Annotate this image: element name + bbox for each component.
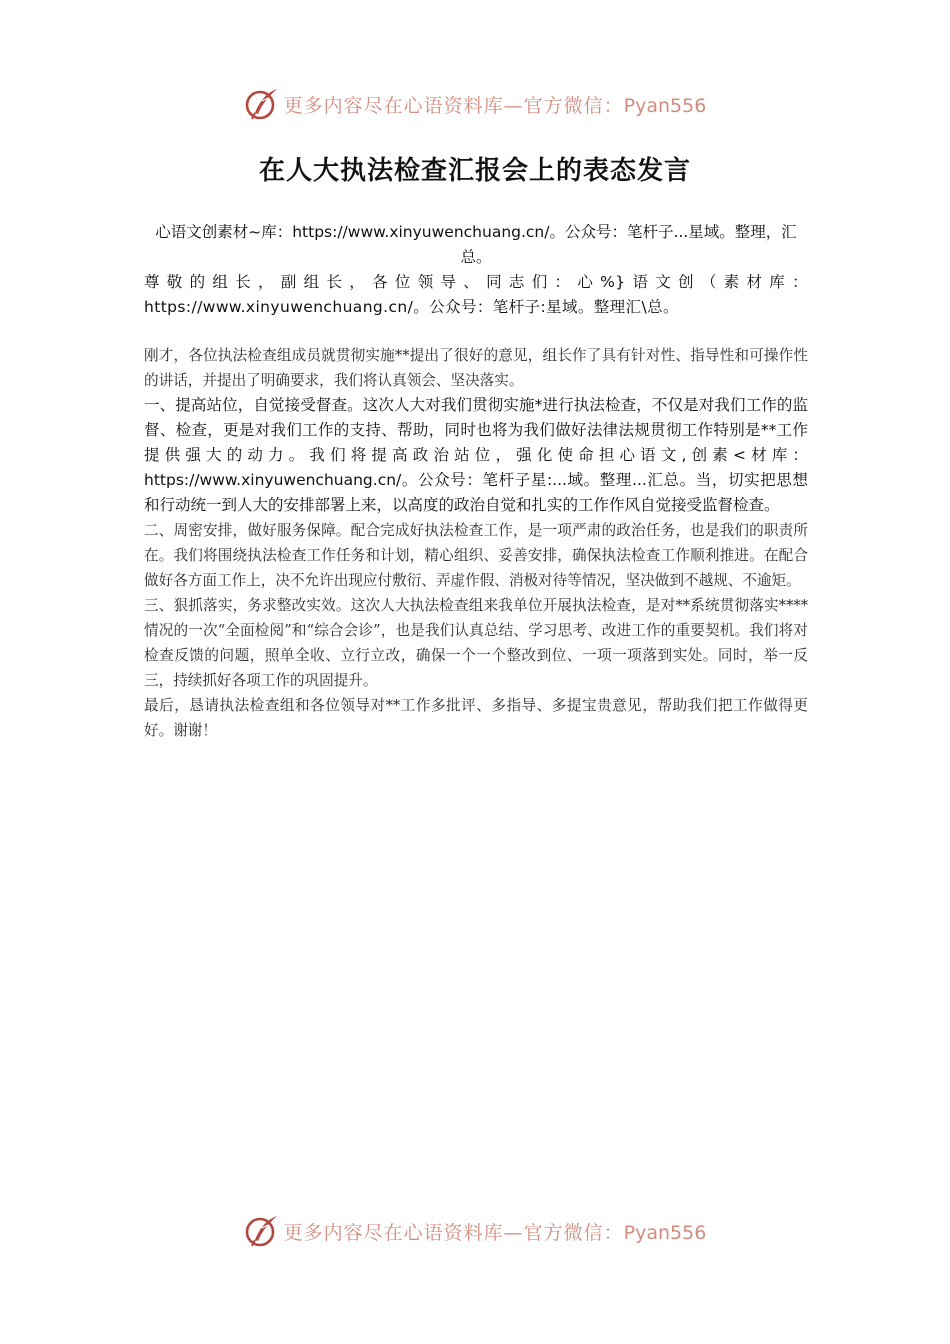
paragraph-intro: 刚才，各位执法检查组成员就贯彻实施**提出了很好的意见，组长作了具有针对性、指导性和可操作性的讲话，并提出了明确要求，我们将认真领会、坚决落实。 — [144, 347, 808, 389]
paragraph-point-2: 二、周密安排，做好服务保障。配合完成好执法检查工作，是一项严肃的政治任务，也是我们的职责所在。我们将围绕执法检查工作任务和计划，精心组织、妥善安排，确保执法检查工作顺利推进。在配合做好各方面工作上，决不允许出现应付敷衍、弄虚作假、消极对待等情况，坚决做到不越规、不逾矩。 — [144, 522, 808, 589]
header-banner — [0, 82, 950, 126]
banner-text: 更多内容尽在心语资料库—官方微信：Pyan556 — [283, 1221, 707, 1244]
quill-logo-icon — [244, 1213, 280, 1249]
paragraph-point-1: 一、提高站位，自觉接受督查。这次人大对我们贯彻实施*进行执法检查，不仅是对我们工作的监督、检查，更是对我们工作的支持、帮助，同时也将为我们做好法律法规贯彻工作特别是**工作提供强大的动力。我们将提高政治站位，强化使命担心语文,创素<材库：https://www.xinyuwenchuang.cn/。公众号：笔杆子星:...域。整理...汇总。当，切实把思想和行动统一到人大的安排部署上来，以高度的政治自觉和扎实的工作作风自觉接受监督检查。 — [144, 396, 808, 514]
footer-banner — [0, 1209, 950, 1253]
wechat-id: Pyan556 — [623, 1221, 707, 1244]
source-line-2: 尊敬的组长，副组长，各位领导、同志们：心%}语文创（素材库：https://www.xinyuwenchuang.cn/。公众号：笔杆子:星域。整理汇\总。 — [144, 273, 808, 316]
source-line-1: 心语文创素材~库：https://www.xinyuwenchuang.cn/。公众号：笔杆子...星域。整理，汇总。 — [155, 223, 797, 266]
wechat-id: Pyan556 — [623, 94, 707, 117]
paragraph-point-3: 三、狠抓落实，务求整改实效。这次人大执法检查组来我单位开展执法检查，是对**系统贯彻落实****情况的一次“全面检阅”和“综合会诊”，也是我们认真总结、学习思考、改进工作的重要契机。我们将对检查反馈的问题，照单全收、立行立改，确保一个一个整改到位、一项一项落到实处。同时，举一反三，持续抓好各项工作的巩固提升。 — [144, 597, 808, 689]
paragraph-closing: 最后，恳请执法检查组和各位领导对**工作多批评、多指导、多提宝贵意见，帮助我们把工作做得更好。谢谢！ — [144, 697, 808, 739]
banner-text: 更多内容尽在心语资料库—官方微信：Pyan556 — [283, 94, 707, 117]
document-title: 在人大执法检查汇报会上的表态发言 — [258, 156, 691, 186]
quill-logo-icon — [244, 86, 280, 122]
document-body — [144, 343, 808, 743]
